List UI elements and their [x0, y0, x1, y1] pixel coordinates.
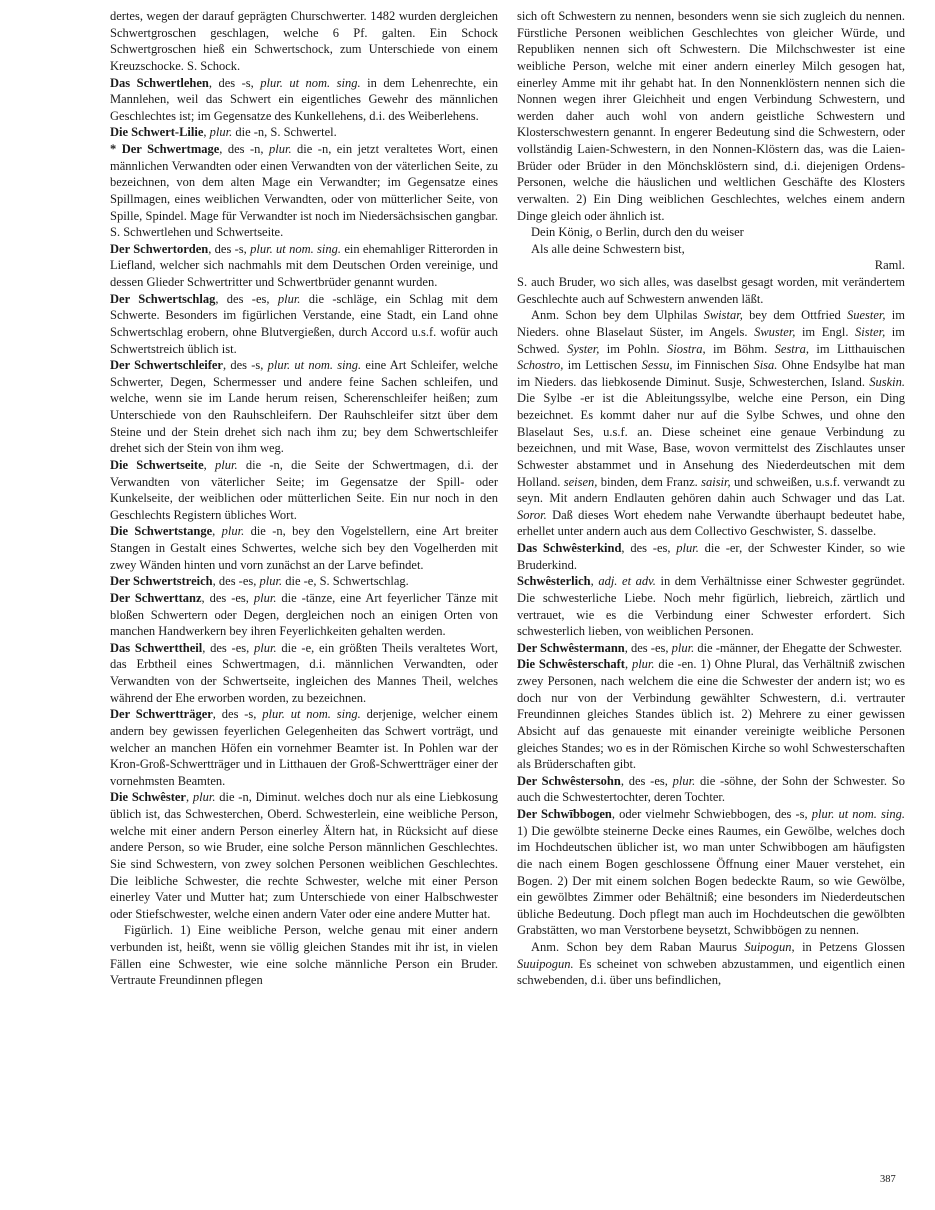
entry-text: Ohne Endsylbe hat man im Nieders. das liebkosende Diminut. Susje, Schwesterchen, Island. — [517, 358, 905, 389]
entry-text: , — [590, 574, 599, 589]
entry-text: die -tänze, eine Art feyerlicher Tänze mit bloßen Schwertern oder Degen, dergleichen noch an einigen Orten von manchen Handwerkern bey ihren Feyerlichkeiten gehalten werden. — [110, 590, 498, 639]
entry-text: , des -es, — [215, 291, 278, 306]
entry-headword: Der Schwêstermann — [517, 640, 625, 655]
dictionary-entry — [517, 540, 905, 573]
entry-italic-text: Soror. — [517, 507, 547, 522]
dictionary-entry — [110, 8, 498, 75]
entry-text: im Böhm. — [705, 341, 775, 356]
entry-text: im Lettischen — [563, 358, 642, 373]
dictionary-entry — [517, 939, 905, 989]
entry-text: sich oft Schwestern zu nennen, besonders wenn sie sich zugleich du nennen. Fürstliche Personen weiblichen Geschlechtes von gleicher Würde, und Republiken nennen sich oft Schwestern. Die Milchschwester ist eine weibliche Person, welche mit einer andern einerley Milch gesogen hat, einerley Amme mit ihr gehabt hat. In den Nonnenklöstern nennen sich die Nonnen wegen ihrer Gleichheit und engen Verbindung Schwestern, und werden daher auch wohl von andern geistliche Schwestern und Klosterschwestern genannt. In engerer Bedeutung sind die Schwestern, oder vollständig Laien-Schwestern, in den Nonnen-Klöstern das, was die Laien-Brüder oder Brüder in den Mönchsklöstern sind, d.i. diejenigen Ordens-Personen, welche die häuslichen und weltlichen Geschäfte des Klosters verwalten. 2) Ein Ding weiblichen Geschlechtes, welches einem andern Dinge gleich oder ähnlich ist. — [517, 9, 905, 223]
entry-text: S. auch Bruder, wo sich alles, was daselbst gesagt worden, mit verändertem Geschlechte auch auf Schwestern anwenden läßt. — [517, 275, 905, 306]
entry-text: die -schläge, ein Schlag mit dem Schwerte. Besonders im figürlichen Verstande, eine Stadt, ein Land ohne Schwertschlag erobern, ohne Blutvergießen, durch Accord u.s.f. wofür auch Schwertstreich üblich ist. — [110, 291, 498, 356]
entry-italic-text: plur. — [254, 640, 277, 655]
entry-text: , — [212, 524, 222, 539]
dictionary-entry — [110, 640, 498, 707]
entry-text: , des -es, — [201, 590, 254, 605]
entry-text: , — [203, 457, 216, 472]
entry-text: die -n, die Seite der Schwertmagen, d.i. der Verwandten von väterlicher Seite; im Gegensatze der Spill- oder Kunkelseite, der weiblichen oder mütterlichen Seite. Ein nur noch in den Geschlechts Registern übliches Wort. — [110, 457, 499, 522]
entry-text: Es scheinet von schweben abzustammen, und eigentlich einen schwebenden, d.i. über uns befindlichen, — [517, 956, 905, 988]
entry-italic-text: plur. — [269, 142, 292, 156]
entry-headword: Der Schwertschlag — [110, 291, 216, 306]
entry-headword: Der Schwerttanz — [110, 590, 202, 605]
entry-text: 1) Die gewölbte steinerne Decke eines Raumes, ein Gewölbe, welches doch im Hochdeutschen üblicher ist, wo man unter Schwibbogen am häufigsten die nach einem Bogen geschlossene Öffnung einer Mauer verstehet, ein Bogen. 2) Der mit einem solchen Bogen bedeckte Raum, so wie Gewölbe, ein gewölbtes Zimmer oder Behältniß; eine besonders im Niederdeutschen übliche Bedeutung. Doch pflegt man auch im Hochdeutschen die gewölbten Grabstätten, wo man Verstorbene beysetzt, Schwibbögen zu nennen. — [517, 823, 905, 938]
entry-text: , — [624, 657, 632, 672]
dictionary-entry — [110, 789, 498, 922]
entry-italic-text: plur. — [192, 790, 216, 805]
entry-headword: Der Schwertorden — [110, 241, 209, 256]
entry-italic-text: Suuipogun. — [517, 956, 574, 971]
entry-headword: Das Schwertlehen — [110, 75, 209, 90]
entry-italic-text: plur. — [253, 590, 277, 605]
entry-italic-text: Sestra, — [774, 341, 810, 356]
dictionary-entry — [110, 75, 498, 125]
entry-italic-text: plur. — [277, 291, 301, 306]
entry-italic-text: Sister, — [855, 324, 886, 339]
dictionary-entry — [517, 573, 905, 640]
entry-text: ein ehemahliger Ritterorden in Liefland, welcher sich nachmahls mit dem Deutschen Orden vereinige, und dessen Glieder Schwertritter und Schwertbrüder genannt wurden. — [110, 241, 498, 289]
entry-text: bey dem Ottfried — [742, 308, 847, 323]
entry-text: und schweißen, u.s.f. verwandt zu seyn. Mit andern Endlauten gehören dahin auch Schwager und das Lat. — [517, 474, 905, 506]
dictionary-entry — [517, 274, 905, 307]
dictionary-entry — [517, 307, 905, 540]
entry-text: dertes, wegen der darauf geprägten Churschwerter. 1482 wurden dergleichen Schwertgroschen geschlagen, welche 6 Pf. galten. Ein Schock Schwertgroschen hieß ein Schwertschock, zum Unterschiede von einem Kreuzschocke. S. Schock. — [110, 9, 498, 73]
entry-text: derjenige, welcher einem andern bey gewissen feyerlichen Gelegenheiten das Schwert vorträgt, und welcher an manchen Höfen ein vornehmer Beamter ist. In Pohlen war der Kron-Groß-Schwertträger und in Litthauen der Groß-Schwertträger einer der vornehmsten Beamten. — [110, 707, 498, 788]
dictionary-entry — [517, 806, 905, 939]
dictionary-entry — [110, 590, 498, 640]
entry-headword: Der Schwertstreich — [110, 574, 213, 589]
entry-text: die -n, S. Schwertel. — [232, 125, 337, 140]
entry-italic-text: plur. ut nom. sing. — [262, 707, 361, 722]
right-column-lower — [517, 274, 905, 989]
entry-text: Daß dieses Wort ehedem nahe Verwandte überhaupt bedeutet habe, erhellet unter andern auch aus dem Collectivo Geschwister, S. dasselbe. — [517, 507, 905, 539]
entry-text: die -e, S. Schwertschlag. — [282, 574, 409, 589]
dictionary-entry — [110, 357, 498, 457]
entry-headword: Das Schwerttheil — [110, 640, 203, 655]
entry-italic-text: Swuster, — [754, 324, 796, 339]
entry-text: , des -es, — [212, 574, 260, 589]
entry-italic-text: plur. — [221, 524, 245, 539]
entry-italic-text: Suskin. — [869, 374, 905, 389]
entry-italic-text: plur. — [215, 457, 238, 472]
entry-text: , — [185, 790, 193, 805]
dictionary-entry — [517, 656, 905, 772]
entry-italic-text: plur. — [676, 541, 699, 555]
entry-italic-text: seisen, — [563, 474, 598, 489]
entry-text: Figürlich. 1) Eine weibliche Person, welche genau mit einer andern verbunden ist, heißt, wenn sie völlig gleichen Standes mit ihr ist, in vielen Fällen eine Schwester, wie eine solche männliche Person ein Bruder. Vertraute Freundinnen pflegen — [110, 923, 498, 988]
entry-italic-text: plur. — [209, 125, 233, 140]
entry-text: , des -s, — [208, 241, 251, 256]
entry-headword: Schwêsterlich — [517, 574, 591, 589]
entry-headword: * Der Schwertmage — [110, 142, 220, 156]
entry-headword: Die Schwêsterschaft — [517, 657, 625, 672]
entry-text: , des -es, — [621, 541, 677, 555]
dictionary-entry — [110, 457, 498, 524]
dictionary-entry — [110, 291, 498, 358]
entry-text: in dem Verhältnisse einer Schwester gegründet. Die schwesterliche Liebe. Noch mehr figürlich, liebreich, zärtlich und vertrauet, wie es die Verbindung einer Schwester erfordert. Sich schwesterlich lieben, von weiblichen Personen. — [517, 574, 905, 639]
right-column-upper — [517, 8, 905, 224]
entry-italic-text: Sessu, — [641, 358, 673, 373]
entry-headword: Die Schwêster — [110, 790, 186, 805]
left-column — [110, 8, 498, 989]
entry-italic-text: plur. — [259, 574, 283, 589]
entry-italic-text: plur. — [631, 657, 655, 672]
entry-text: im Finnischen — [672, 358, 754, 373]
entry-text: , des -s, — [222, 358, 268, 373]
entry-text: die -n, Diminut. welches doch nur als eine Liebkosung üblich ist, das Schwesterchen, Oberd. Schwesterlein, eine weibliche Person, welche mit einer andern Person einerley Ältern hat, in Rücksicht auf diese andere Person, so wie Bruder, eine solche Person männlichen Geschlechtes. Sie sind Schwestern, von zwey solchen Personen weiblichen Geschlechtes. Die leibliche Schwester, die rechte Schwester, welche mit einer Person einerley Vater und Mutter hat; zum Unterschiede von einer Halbschwester oder Stiefschwester, welche einen andern Vater oder eine andere Mutter hat. — [110, 790, 498, 921]
entry-text: eine Art Schleifer, welche Schwerter, Degen, Schermesser und andere feine Sachen schleifen, und welche, wenn sie im Lande herum reisen, Scherenschleifer heißen; zum Unterschiede von den Rauhschleifern. Der Rauhschleifer sitzt über dem Steine und der Stein drehet sich nach ihm zu; bey dem Schwertschleifer drehet sich der Stein von ihm weg. — [110, 358, 498, 456]
entry-italic-text: Suipogun, — [744, 940, 795, 954]
dictionary-entry — [110, 141, 498, 241]
entry-italic-text: Syster, — [567, 341, 600, 356]
entry-text: die -er, der Schwester Kinder, so wie Bruderkind. — [517, 541, 905, 572]
entry-text: in dem Lehenrechte, ein Mannlehen, weil das Schwert ein eigentliches Gewehr des männlichen Geschlechtes ist; im Gegensatze des Kunkellehens, d.i. des Weiberlehens. — [110, 75, 498, 123]
entry-italic-text: Schostro, — [517, 358, 564, 373]
entry-headword: Der Schwībbogen — [517, 807, 612, 821]
entry-headword: Der Schwêstersohn — [517, 773, 621, 788]
dictionary-entry — [110, 922, 498, 989]
entry-text: im Nieders. ohne Blaselaut Süster, im Angels. — [517, 308, 905, 339]
entry-text: Anm. Schon bey dem Ulphilas — [531, 308, 704, 323]
entry-text: die -n, bey den Vogelstellern, eine Art breiter Stangen in Gestalt eines Schwertes, welche sich bey den Vogelherden mit zwey Wänden hinten und vorn zunächst an der Larve befindet. — [110, 524, 498, 572]
entry-text: die -en. 1) Ohne Plural, das Verhältniß zwischen zwey Personen, nach welchem die eine die Schwester der andern ist; wo es doch nur von der Verbindung gewählter Schwestern, d.i. vertrauter Freundinnen gleiches Standes üblich ist. 2) Mehrere zu einer gewissen Absicht auf das genaueste mit einander vereinigte weibliche Personen gleiches Standes; wo es in der Römischen Kirche so wohl Schwesterschaften als Brüderschaften gibt. — [517, 657, 906, 772]
entry-italic-text: Suester, — [847, 308, 886, 323]
dictionary-entry — [110, 241, 498, 291]
entry-headword: Der Schwertschleifer — [110, 358, 223, 373]
dictionary-entry — [110, 706, 498, 789]
dictionary-entry — [110, 523, 498, 573]
entry-text: binden, dem Franz. — [597, 474, 702, 489]
entry-text: im Litthauischen — [809, 341, 906, 356]
entry-italic-text: saisir, — [701, 474, 731, 489]
entry-text: , des -s, — [208, 75, 261, 90]
entry-italic-text: plur. ut nom. sing. — [811, 807, 905, 821]
entry-italic-text: Swistar, — [703, 308, 743, 323]
verse-line-1: Dein König, o Berlin, durch den du weiser — [531, 225, 744, 240]
entry-italic-text: plur. ut nom. sing. — [260, 75, 361, 90]
dictionary-entry — [110, 124, 498, 141]
entry-text: in Petzens Glossen — [794, 940, 905, 954]
entry-headword: Der Schwertträger — [110, 707, 213, 722]
entry-italic-text: adj. et adv. — [598, 574, 656, 589]
entry-text: , des -es, — [620, 773, 673, 788]
entry-text: die -söhne, der Sohn der Schwester. So auch die Schwestertochter, deren Tochter. — [517, 773, 905, 805]
entry-text: Die Sylbe -er ist die Ableitungssylbe, welche eine Person, ein Ding bezeichnet. Es kommt daher nur auf die Sylbe Schwes, und ohne den Blaselaut Ses, u.s.f. an. Diese scheinet eine genaue Verbindung zu bezeichnen, und mit Wase, Base, wovon vermittelst des Zischlautes unser Schwester abstammet und in Ansehung des Niederdeutschen mit dem Holland. — [517, 391, 905, 489]
page-number: 387 — [880, 1174, 896, 1185]
entry-italic-text: plur. ut nom. sing. — [250, 241, 342, 256]
entry-text: im Schwed. — [517, 324, 905, 356]
dictionary-entry — [110, 573, 498, 590]
entry-text: , des -es, — [202, 640, 255, 655]
entry-text: , oder vielmehr Schwiebbogen, des -s, — [611, 807, 812, 821]
dictionary-entry — [517, 773, 905, 806]
entry-headword: Die Schwertseite — [110, 457, 204, 472]
dictionary-entry — [517, 8, 905, 224]
entry-text: , des -s, — [212, 707, 263, 722]
entry-headword: Das Schwêsterkind — [517, 541, 622, 555]
entry-text: die -männer, der Ehegatte der Schwester. — [694, 640, 902, 655]
entry-text: , — [203, 125, 210, 140]
entry-text: Anm. Schon bey dem Raban Maurus — [531, 940, 745, 954]
entry-italic-text: plur. ut nom. sing. — [267, 358, 362, 373]
right-column — [517, 8, 905, 989]
entry-italic-text: Sisa. — [753, 358, 778, 373]
entry-text: die -n, ein jetzt veraltetes Wort, einen männlichen Verwandten oder einen Verwandten von der väterlichen Seite, zu bezeichnen, von dem alten Mage ein Verwandter; im Gegensatze eines Spillmagen, eines weiblichen Verwandten, oder von mütterlicher Seite, von Spille, Spindel. Mage für Verwandter ist noch im Niedersächsischen gangbar. S. Schwertlehen und Schwertseite. — [110, 142, 498, 240]
entry-headword: Die Schwertstange — [110, 524, 213, 539]
entry-text: , des -n, — [219, 142, 270, 156]
entry-italic-text: plur. — [672, 773, 696, 788]
verse-attribution: Raml. — [874, 258, 905, 273]
entry-italic-text: plur. — [671, 640, 695, 655]
entry-headword: Die Schwert-Lilie — [110, 125, 204, 140]
entry-text: im Pohln. — [599, 341, 668, 356]
entry-text: im Engl. — [795, 324, 856, 339]
dictionary-entry — [517, 640, 905, 657]
verse-line-2: Als alle deine Schwestern bist, — [531, 241, 685, 256]
entry-text: , des -es, — [624, 640, 672, 655]
entry-text: die -e, ein größten Theils veraltetes Wort, das Erbtheil eines Schwertmagen, d.i. männlichen Verwandten, oder Verwandten von der Schwertseite, ingleichen des Mannes Theil, welches während der Ehe erworben worden, zu bezeichnen. — [110, 640, 498, 705]
entry-italic-text: Siostra, — [667, 341, 706, 356]
